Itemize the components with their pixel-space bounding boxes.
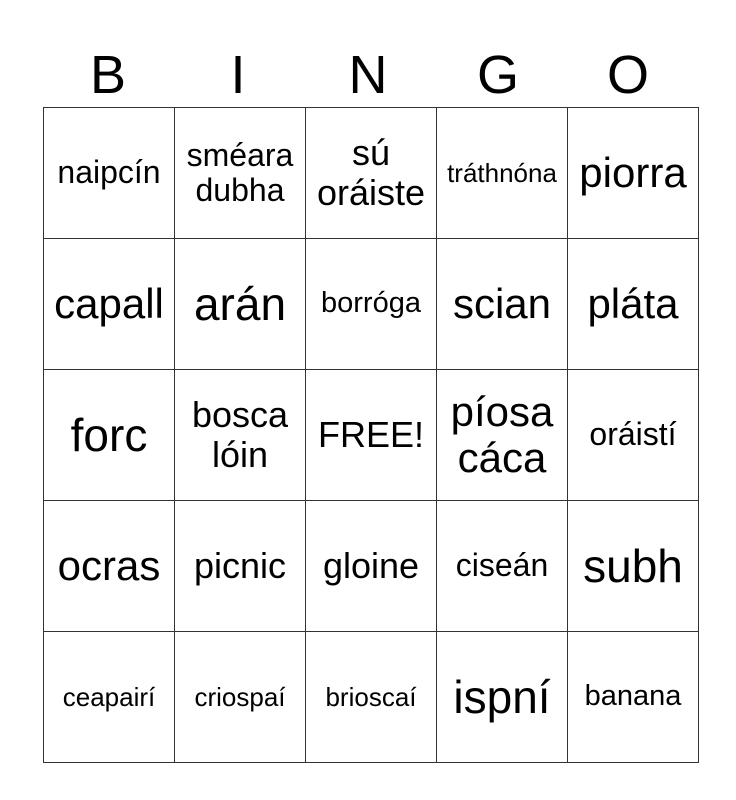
bingo-header [43, 44, 693, 106]
header-letter-g: G [476, 45, 519, 105]
bingo-cell[interactable]: ciseán [437, 501, 568, 632]
bingo-cell[interactable]: capall [44, 239, 175, 370]
bingo-cell[interactable]: ispní [437, 632, 568, 763]
bingo-cell[interactable]: subh [568, 501, 699, 632]
header-letter-n: N [348, 45, 388, 105]
bingo-cell[interactable]: forc [44, 370, 175, 501]
bingo-cell[interactable]: gloine [306, 501, 437, 632]
bingo-cell[interactable]: naipcín [44, 108, 175, 239]
bingo-board [43, 107, 699, 763]
header-letter-b: B [89, 45, 127, 105]
bingo-cell[interactable]: sméara dubha [175, 108, 306, 239]
bingo-cell[interactable]: tráthnóna [437, 108, 568, 239]
bingo-cell[interactable]: borróga [306, 239, 437, 370]
bingo-cell[interactable]: píosa cáca [437, 370, 568, 501]
bingo-cell[interactable]: oráistí [568, 370, 699, 501]
bingo-cell[interactable]: pláta [568, 239, 699, 370]
bingo-cell[interactable]: arán [175, 239, 306, 370]
bingo-cell[interactable]: picnic [175, 501, 306, 632]
bingo-cell[interactable]: brioscaí [306, 632, 437, 763]
free-cell[interactable]: FREE! [306, 370, 437, 501]
bingo-cell[interactable]: piorra [568, 108, 699, 239]
board-row-4 [44, 501, 699, 632]
board-row-1 [44, 108, 699, 239]
bingo-cell[interactable]: criospaí [175, 632, 306, 763]
bingo-cell[interactable]: bosca lóin [175, 370, 306, 501]
bingo-cell[interactable]: ocras [44, 501, 175, 632]
header-letter-i: I [230, 45, 246, 105]
bingo-cell[interactable]: sú oráiste [306, 108, 437, 239]
board-row-3 [44, 370, 699, 501]
board-row-2 [44, 239, 699, 370]
header-letter-o: O [606, 45, 649, 105]
bingo-cell[interactable]: banana [568, 632, 699, 763]
bingo-cell[interactable]: scian [437, 239, 568, 370]
board-row-5 [44, 632, 699, 763]
bingo-cell[interactable]: ceapairí [44, 632, 175, 763]
